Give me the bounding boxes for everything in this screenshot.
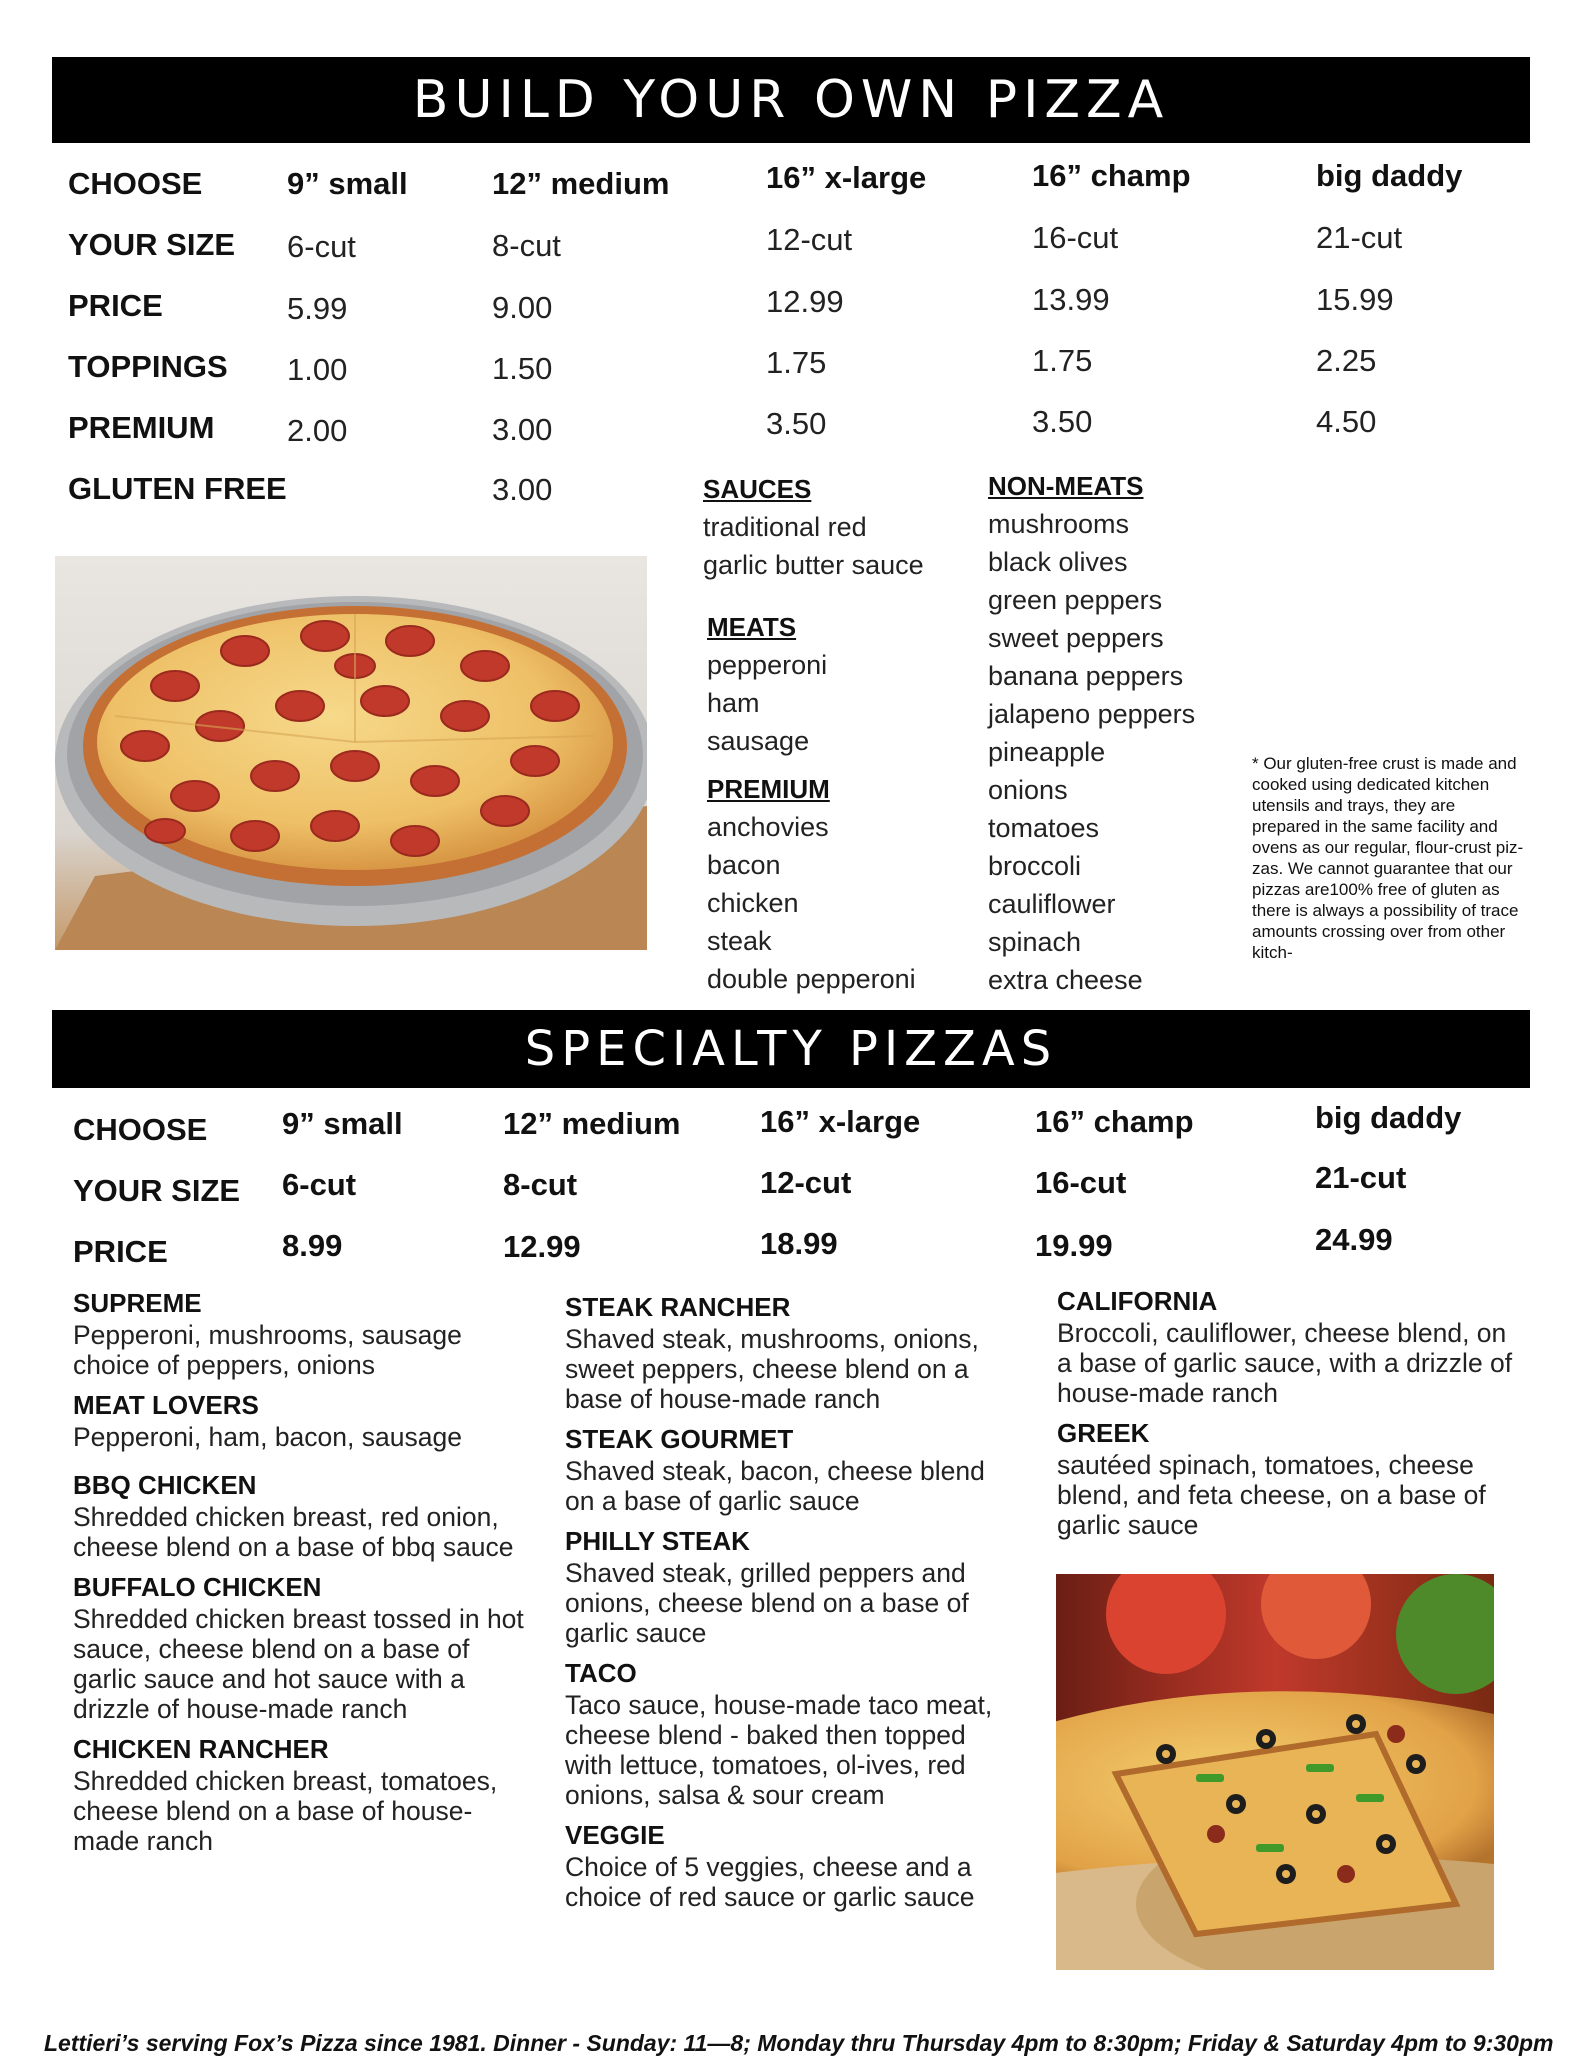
size-cut: 16-cut [1032,220,1119,255]
non-meat-item: green peppers [988,585,1163,615]
size-name: 16” x-large [766,160,927,195]
premium-item: bacon [707,850,781,880]
pizza-description: Shredded chicken breast, tomatoes, cheese blend on a base of house-made ranch [73,1766,498,1856]
size-price: 8.99 [282,1228,343,1263]
non-meat-item: onions [988,775,1068,805]
meats-section [707,608,827,760]
premium-item: steak [707,926,772,956]
pizza-name: BUFFALO CHICKEN [73,1572,322,1602]
sauce-item: traditional red [703,512,867,542]
size-name: 12” medium [492,166,670,201]
size-price: 12.99 [503,1229,581,1264]
pizza-description: Pepperoni, mushrooms, sausage choice of peppers, onions [73,1320,462,1380]
pizza-name: PHILLY STEAK [565,1526,750,1556]
row-label-premium: PREMIUM [68,410,215,445]
row-label-size: YOUR SIZE [73,1173,241,1208]
row-label-toppings: TOPPINGS [68,349,228,384]
size-premium: 3.50 [1032,404,1093,439]
size-name: 16” champ [1032,158,1191,193]
row-label-size: YOUR SIZE [68,227,236,262]
pizza-name: MEAT LOVERS [73,1390,259,1420]
pizza-name: STEAK RANCHER [565,1292,791,1322]
non-meat-item: sweet peppers [988,623,1164,653]
size-premium: 3.50 [766,406,827,441]
size-cut: 6-cut [287,229,356,264]
pizza-name: GREEK [1057,1418,1150,1448]
size-premium: 4.50 [1316,404,1377,439]
specialty-column-3 [1057,1284,1517,1540]
specialty-column-1 [73,1286,533,1856]
non-meat-item: jalapeno peppers [988,699,1196,729]
size-cut: 12-cut [760,1165,852,1200]
non-meat-item: mushrooms [988,509,1130,539]
size-price: 13.99 [1032,282,1110,317]
specialty-pizzas-title: SPECIALTY PIZZAS [52,1010,1530,1088]
size-cut: 8-cut [503,1167,578,1202]
gluten-free-note: * Our gluten-free crust is made and cooked using dedicated kitchen utensils and trays, they are prepared in the same facility and ovens as our regular, flour-crust piz-zas. We cannot guarantee that our pizzas are100% free of gluten as there is always a possibility of trace amounts crossing over from other kitch- [1252,754,1524,962]
pizza-description: Pepperoni, ham, bacon, sausage [73,1422,462,1452]
non-meat-item: banana peppers [988,661,1184,691]
size-toppings: 1.75 [766,345,827,380]
size-cut: 8-cut [492,228,561,263]
size-price: 15.99 [1316,282,1394,317]
non-meat-item: spinach [988,927,1082,957]
pizza-description: Shredded chicken breast tossed in hot sauce, cheese blend on a base of garlic sauce and hot sauce with a drizzle of house-made ranch [73,1604,524,1724]
size-cut: 6-cut [282,1167,357,1202]
size-price: 12.99 [766,284,844,319]
premium-title: PREMIUM [707,774,830,804]
size-name: 16” champ [1035,1104,1194,1139]
meat-item: sausage [707,726,810,756]
size-toppings: 1.50 [492,351,553,386]
sauces-section [703,470,924,584]
size-price: 5.99 [287,291,348,326]
pizza-description: Shaved steak, bacon, cheese blend on a base of garlic sauce [565,1456,985,1516]
sauces-title: SAUCES [703,474,812,504]
pizza-name: BBQ CHICKEN [73,1470,257,1500]
pizza-description: Shaved steak, mushrooms, onions, sweet peppers, cheese blend on a base of house-made ranch [565,1324,979,1414]
non-meat-item: pineapple [988,737,1106,767]
size-price: 18.99 [760,1226,838,1261]
size-name: big daddy [1315,1100,1462,1135]
size-price: 9.00 [492,290,553,325]
size-name: 16” x-large [760,1104,921,1139]
size-toppings: 1.75 [1032,343,1093,378]
size-name: 9” small [282,1106,403,1141]
size-name: big daddy [1316,158,1463,193]
size-cut: 16-cut [1035,1165,1127,1200]
non-meats-title: NON-MEATS [988,471,1144,501]
row-label-gluten-free: GLUTEN FREE [68,471,287,506]
size-cut: 21-cut [1316,220,1403,255]
non-meat-item: extra cheese [988,965,1143,995]
sauce-item: garlic butter sauce [703,550,924,580]
non-meat-item: cauliflower [988,889,1116,919]
pizza-name: CALIFORNIA [1057,1286,1218,1316]
pizza-description: Broccoli, cauliflower, cheese blend, on a base of garlic sauce, with a drizzle of house-made ranch [1057,1318,1513,1408]
meat-item: pepperoni [707,650,828,680]
non-meat-item: tomatoes [988,813,1100,843]
meats-title: MEATS [707,612,797,642]
size-price: 24.99 [1315,1222,1393,1257]
pizza-description: Shredded chicken breast, red onion, cheese blend on a base of bbq sauce [73,1502,514,1562]
non-meats-section [988,467,1195,999]
size-name: 12” medium [503,1106,681,1141]
row-label-choose: CHOOSE [73,1112,208,1147]
row-label-price: PRICE [73,1234,168,1269]
premium-item: anchovies [707,812,829,842]
size-premium: 2.00 [287,413,348,448]
specialty-pizza-photo [1056,1574,1494,1970]
footer-hours: Lettieri’s serving Fox’s Pizza since 1981. Dinner - Sunday: 11—8; Monday thru Thursday 4pm to 8:30pm; Friday & Saturday 4pm to 9:30pm [44,2030,1554,2056]
pizza-description: sautéed spinach, tomatoes, cheese blend, and feta cheese, on a base of garlic sauce [1057,1450,1486,1540]
row-label-price: PRICE [68,288,163,323]
pizza-name: TACO [565,1658,637,1688]
premium-section [707,770,916,998]
pizza-name: VEGGIE [565,1820,665,1850]
pizza-description: Taco sauce, house-made taco meat, cheese blend - baked then topped with lettuce, tomatoes, ol-ives, red onions, salsa & sour cream [565,1690,993,1810]
size-price: 19.99 [1035,1228,1113,1263]
non-meat-item: black olives [988,547,1128,577]
pizza-name: SUPREME [73,1288,202,1318]
pizza-name: CHICKEN RANCHER [73,1734,329,1764]
meat-item: ham [707,688,760,718]
size-toppings: 2.25 [1316,343,1377,378]
size-cut: 12-cut [766,222,853,257]
size-premium: 3.00 [492,412,553,447]
size-cut: 21-cut [1315,1160,1407,1195]
size-name: 9” small [287,166,408,201]
pepperoni-pizza-photo [55,556,647,950]
row-label-choose: CHOOSE [68,166,203,201]
premium-item: double pepperoni [707,964,916,994]
pizza-description: Choice of 5 veggies, cheese and a choice of red sauce or garlic sauce [565,1852,975,1912]
non-meat-item: broccoli [988,851,1082,881]
premium-item: chicken [707,888,799,918]
size-gluten-free: 3.00 [492,472,553,507]
pizza-name: STEAK GOURMET [565,1424,794,1454]
pizza-description: Shaved steak, grilled peppers and onions, cheese blend on a base of garlic sauce [565,1558,969,1648]
build-your-own-title: BUILD YOUR OWN PIZZA [52,57,1530,143]
specialty-column-2 [565,1290,1020,1912]
size-toppings: 1.00 [287,352,348,387]
